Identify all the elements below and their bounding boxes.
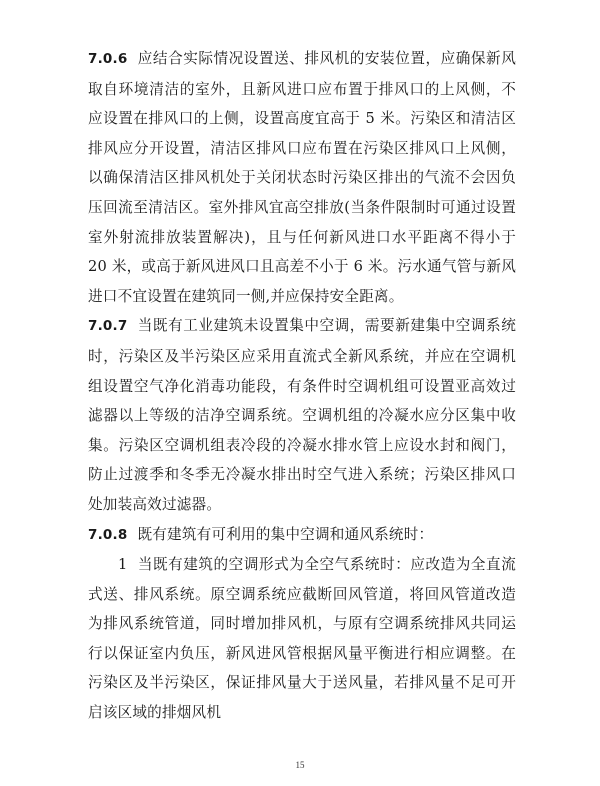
list-item-number: 1 xyxy=(118,556,128,574)
section-7-0-7 xyxy=(88,311,516,519)
list-item-1 xyxy=(88,550,516,728)
section-number: 7.0.6 xyxy=(88,51,128,67)
section-text: 当既有工业建筑未设置集中空调，需要新建集中空调系统时，污染区及半污染区应采用直流式全新风系统，并应在空调机组设置空气净化消毒功能段，有条件时空调机组可设置亚高效过滤器以上等级的洁净空调系统。空调机组的冷凝水应分区集中收集。污染区空调机组表冷段的冷凝水排水管上应设水封和阀门，防止过渡季和冬季无冷凝水排出时空气进入系统；污染区排风口处加装高效过滤器。 xyxy=(88,317,516,513)
section-number: 7.0.8 xyxy=(88,526,128,543)
section-7-0-8 xyxy=(88,520,516,551)
section-number: 7.0.7 xyxy=(88,318,128,335)
document-body xyxy=(88,44,516,728)
section-text: 应结合实际情况设置送、排风机的安装位置，应确保新风取自环境清洁的室外，且新风进口应布置于排风口的上风侧，不应设置在排风口的上侧，设置高度宜高于 5 米。污染区和清洁区排风应分开设置，清洁区排风口应布置在污染区排风口上风侧，以确保清洁区排风机处于关闭状态时污染区排出的气流不会因负压回流至清洁区。室外排风宜高空排放(当条件限制时可通过设置室外射流排放装置解决)，且与任何新风进口水平距离不得小于 20 米，或高于新风进风口且高差不小于 6 米。污水通气管与新风进口不宜设置在建筑同一侧,并应保持安全距离。 xyxy=(88,50,516,305)
section-text: 既有建筑有可利用的集中空调和通风系统时： xyxy=(137,525,434,543)
section-7-0-6 xyxy=(88,44,516,311)
list-item-text: 当既有建筑的空调形式为全空气系统时：应改造为全直流式送、排风系统。原空调系统应截断回风管道，将回风管道改造为排风系统管道，同时增加排风机，与原有空调系统排风共同运行以保证室内负压，新风进风管根据风量平衡进行相应调整。在污染区及半污染区，保证排风量大于送风量，若排风量不足可开启该区域的排烟风机 xyxy=(88,556,516,722)
page-number: 15 xyxy=(295,760,305,770)
